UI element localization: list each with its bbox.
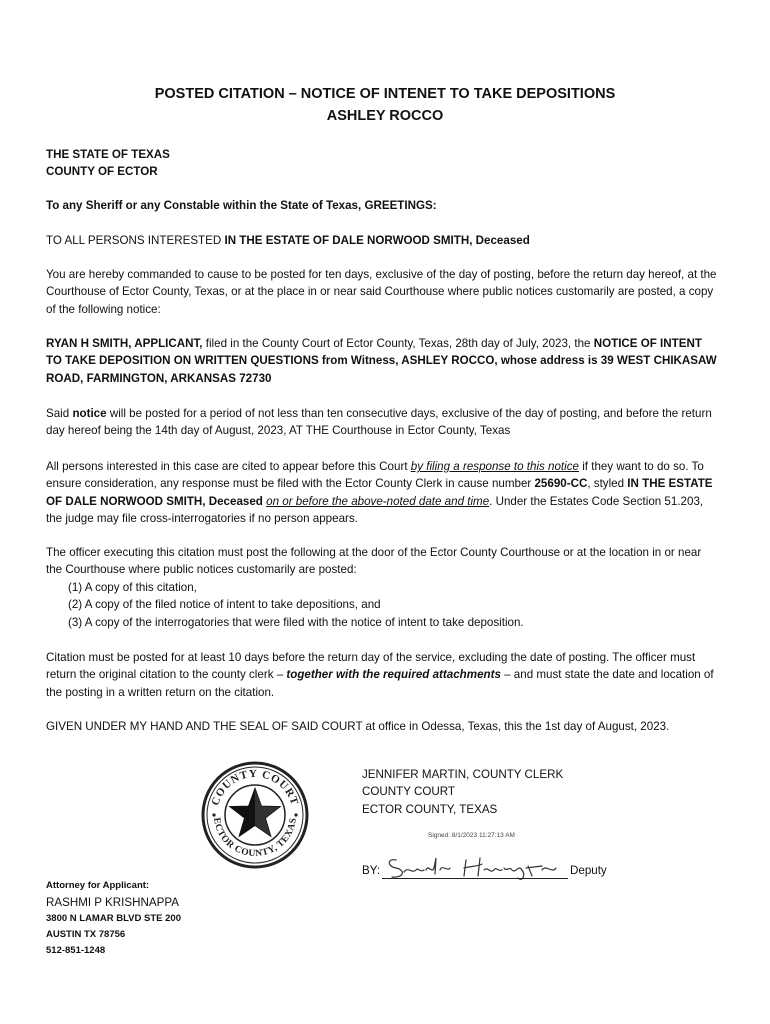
interested-line — [46, 232, 720, 249]
said-prefix: Said — [46, 407, 73, 420]
posting-period-paragraph — [46, 405, 720, 440]
clerk-county: ECTOR COUNTY, TEXAS — [362, 802, 498, 816]
notice-description: NOTICE OF INTENT TO TAKE DEPOSITION ON WRITTEN QUESTIONS from Witness, ASHLEY ROCCO, whose address is 39 WEST CHIKASAW ROAD, FARMINGTON, ARKANSAS 72730 — [46, 337, 717, 385]
county-court-seal-icon — [200, 760, 310, 870]
attorney-phone: 512-851-1248 — [46, 945, 106, 956]
persons-text-e: . Under the Estates Code Section 51.203, the judge may file cross-interrogatories if no person appears. — [46, 494, 704, 526]
given-under-hand-line: GIVEN UNDER MY HAND AND THE SEAL OF SAID COURT at office in Odessa, Texas, this the 1st day of August, 2023. — [46, 720, 670, 733]
by-label: BY: — [362, 864, 381, 877]
citation-text-b: – and must state the date and location of the posting in a written return on the citation. — [46, 668, 714, 699]
list-item: (3) A copy of the interrogatories that were filed with the notice of intent to take deposition. — [68, 615, 524, 629]
signed-timestamp: Signed: 8/1/2023 11:27:13 AM — [428, 832, 515, 839]
document-title: POSTED CITATION – NOTICE OF INTENET TO TAKE DEPOSITIONS — [154, 86, 616, 102]
list-item: (2) A copy of the filed notice of intent to take depositions, and — [68, 598, 381, 612]
persons-text-b: if they want to do so. To ensure consideration, any response must be filed with the Ector County Clerk in cause number — [46, 460, 704, 491]
filing-response-phrase: by filing a response to this notice — [410, 460, 579, 473]
clerk-court: COUNTY COURT — [362, 785, 455, 799]
persons-cited-paragraph — [46, 458, 720, 528]
document-subtitle: ASHLEY ROCCO — [326, 108, 444, 124]
citation-text-a: Citation must be posted for at least 10 days before the return day of the service, excluding the date of posting. The officer must return the original citation to the county clerk – — [46, 651, 696, 682]
interested-prefix: TO ALL PERSONS INTERESTED — [46, 234, 225, 247]
cause-number: 25690-CC — [534, 477, 588, 491]
persons-text-c: , styled — [587, 477, 628, 491]
seal-top-text: COUNTY COURT — [209, 767, 301, 808]
clerk-block — [362, 766, 563, 818]
attorney-label: Attorney for Applicant: — [46, 880, 150, 891]
styled-estate-name: IN THE ESTATE OF DALE NORWOOD SMITH, Deceased — [46, 477, 713, 508]
posting-period-text: will be posted for a period of not less than ten consecutive days, exclusive of the day of posting, and before the return day hereof being the 14th day of August, 2023, AT THE Courthouse in Ector County, Texas — [46, 407, 712, 438]
applicant-paragraph — [46, 335, 720, 387]
signature-block — [362, 852, 622, 888]
county-line: COUNTY OF ECTOR — [46, 165, 158, 179]
deputy-label: Deputy — [570, 864, 607, 877]
commanded-paragraph: You are hereby commanded to cause to be posted for ten days, exclusive of the day of posting, before the return day hereof, at the Courthouse of Ector County, Texas, or at the place in or near said Courthouse where public notices customarily are posted, a copy of the following notice: — [46, 268, 717, 316]
estate-name: IN THE ESTATE OF DALE NORWOOD SMITH, Deceased — [224, 234, 530, 247]
applicant-name: RYAN H SMITH, APPLICANT, — [46, 337, 203, 350]
attorney-address-line1: 3800 N LAMAR BLVD STE 200 — [46, 913, 181, 924]
attorney-name: RASHMI P KRISHNAPPA — [46, 896, 179, 909]
list-item: (1) A copy of this citation, — [68, 580, 197, 594]
deadline-phrase: on or before the above-noted date and time — [266, 494, 490, 508]
officer-paragraph — [46, 544, 720, 631]
officer-text: The officer executing this citation must post the following at the door of the Ector County Courthouse or at the location in or near the Courthouse where public notices customarily are posted: — [46, 546, 702, 577]
greeting-line: To any Sheriff or any Constable within the State of Texas, GREETINGS: — [46, 199, 437, 212]
attorney-address-line2: AUSTIN TX 78756 — [46, 929, 126, 940]
said-notice-word: notice — [72, 407, 107, 420]
state-line: THE STATE OF TEXAS — [46, 148, 170, 161]
clerk-name: JENNIFER MARTIN, COUNTY CLERK — [362, 768, 564, 781]
persons-text-a: All persons interested in this case are cited to appear before this Court — [46, 460, 411, 473]
required-attachments-phrase: together with the required attachments — [286, 668, 501, 682]
state-county-block — [46, 146, 720, 181]
citation-return-paragraph — [46, 649, 720, 701]
applicant-filing-text: filed in the County Court of Ector County, Texas, 28th day of July, 2023, the — [202, 337, 594, 350]
seal-bottom-text: ECTOR COUNTY, TEXAS — [211, 817, 299, 860]
signature-line — [382, 878, 568, 879]
